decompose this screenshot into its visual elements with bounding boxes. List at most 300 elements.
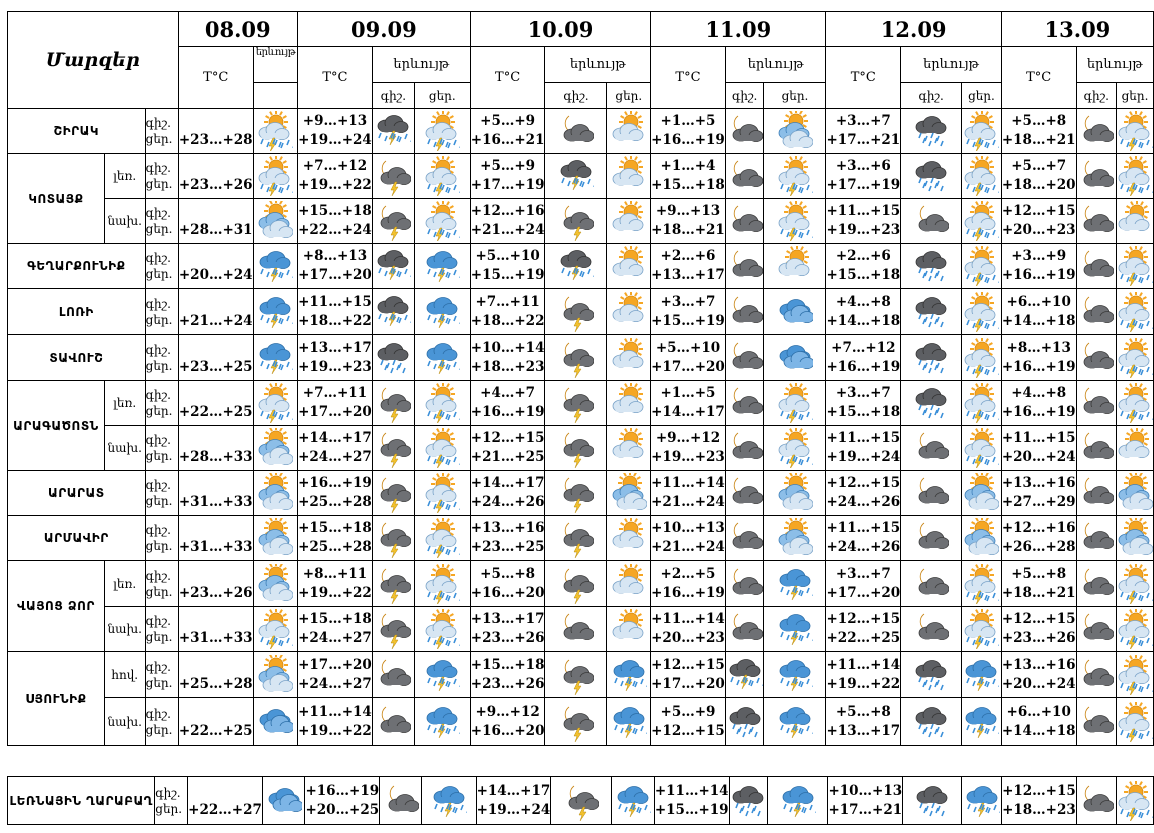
moon-cloud-icon (1076, 561, 1116, 607)
day-temp: +18…+20 (1001, 177, 1076, 193)
sun-cloud-icon (607, 381, 651, 426)
night-temp: +4…+8 (835, 293, 891, 310)
day-temp: +17…+19 (470, 177, 545, 193)
night-label: գիշ. (145, 116, 171, 130)
moon-cloud-thunder-icon (545, 289, 607, 335)
night-temp: +7…+12 (302, 158, 368, 174)
day-temp: +18…+22 (470, 312, 545, 329)
temp-cell (470, 426, 545, 471)
sun-cloud-thunder-icon (962, 289, 1002, 335)
night-temp: +14…+17 (298, 430, 372, 446)
temp-cell (178, 199, 253, 244)
sun-cloud-thunder-icon (414, 561, 470, 607)
temp-cell (1001, 154, 1076, 199)
day-label: ցեր. (145, 222, 173, 236)
day-temp: +18…+23 (1002, 801, 1076, 818)
temp-cell (1001, 516, 1076, 561)
temp-cell (178, 698, 253, 746)
night-temp: +8…+13 (302, 248, 368, 264)
temp-cell (826, 381, 901, 426)
moon-cloud-icon (545, 109, 607, 154)
night-label: գիշ. (145, 206, 171, 220)
temp-cell (470, 652, 545, 698)
sun-cloud-thunder-icon (962, 381, 1002, 426)
sun-cloud-thunder-icon (962, 154, 1002, 199)
night-temp: +9…+12 (655, 430, 721, 446)
temp-cell (1001, 652, 1076, 698)
day-temp: +19…+22 (298, 722, 372, 739)
region-name: ՇԻՐԱԿ (8, 109, 146, 154)
night-temp: +3…+9 (1011, 248, 1067, 264)
temp-cell (826, 607, 901, 652)
temp-cell (298, 516, 373, 561)
temp-cell (651, 381, 726, 426)
day-label: ցեր. (145, 404, 173, 418)
day-label: ցեր. (145, 449, 173, 463)
period-label (145, 471, 178, 516)
temp-range: +23…+26 (178, 177, 253, 193)
night-temp: +5…+8 (1011, 113, 1067, 129)
day-temp: +22…+24 (298, 222, 372, 238)
sun-cloud-thunder-icon (414, 109, 470, 154)
cloud-thunder-icon (962, 698, 1002, 746)
temp-cell (298, 154, 373, 199)
sun-cloud-thunder-icon (764, 154, 826, 199)
table-row (8, 607, 1154, 652)
night-label: գիշ. (145, 296, 171, 311)
period-label (145, 199, 178, 244)
page-title: Մարզեր (8, 12, 179, 109)
temp-cell (305, 777, 380, 825)
phenomenon-header: երևույթ (253, 47, 297, 83)
cloud-thunder-icon (414, 244, 470, 289)
temp-cell (651, 698, 726, 746)
day-temp: +16…+19 (470, 404, 545, 420)
moon-cloud-thunder-icon (551, 777, 611, 825)
cloud-dark-rain-icon (901, 289, 962, 335)
temp-cell (470, 244, 545, 289)
day-label: ցեր. (145, 267, 173, 281)
table-row (8, 244, 1154, 289)
period-label (145, 516, 178, 561)
sun-cloud-blue-icon (764, 471, 826, 516)
subregion-label: լեռ. (104, 561, 145, 607)
moon-cloud-icon (725, 289, 764, 335)
night-temp: +12…+15 (1002, 782, 1076, 799)
day-temp: +24…+27 (298, 630, 372, 646)
night-temp: +13…+16 (470, 520, 545, 536)
sun-cloud-thunder-icon (1117, 652, 1154, 698)
moon-cloud-icon (725, 426, 764, 471)
period-label (145, 607, 178, 652)
temp-cell (298, 199, 373, 244)
moon-cloud-icon (725, 199, 764, 244)
day-temp: +14…+17 (651, 404, 725, 420)
sun-cloud-icon (607, 335, 651, 381)
temp-cell (476, 777, 551, 825)
night-temp: +2…+6 (660, 248, 716, 264)
temp-cell (470, 289, 545, 335)
moon-cloud-icon (1076, 777, 1116, 825)
moon-cloud-thunder-icon (372, 607, 414, 652)
temp-cell (651, 652, 726, 698)
sun-cloud-thunder-icon (1117, 607, 1154, 652)
night-temp: +12…+16 (1001, 520, 1076, 536)
moon-cloud-icon (901, 199, 962, 244)
temp-cell (470, 154, 545, 199)
temp-cell (298, 471, 373, 516)
night-temp: +9…+13 (302, 113, 368, 129)
temp-range: +20…+24 (178, 267, 253, 283)
table-row (8, 471, 1154, 516)
night-temp: +10…+14 (470, 339, 545, 356)
moon-cloud-thunder-icon (372, 516, 414, 561)
sun-cloud-thunder-icon (1117, 154, 1154, 199)
night-temp: +1…+5 (660, 385, 716, 401)
sun-cloud-thunder-icon (414, 154, 470, 199)
sun-cloud-blue-icon (253, 426, 297, 471)
date-header: 13.09 (1001, 12, 1153, 47)
temp-range: +23…+25 (178, 358, 253, 375)
temp-cell (298, 109, 373, 154)
temp-header: T°C (178, 47, 253, 109)
cloud-blue-icon (263, 777, 305, 825)
sun-cloud-icon (607, 109, 651, 154)
day-temp: +15…+19 (654, 801, 729, 818)
region-name: ԱՐՄԱՎԻՐ (8, 516, 146, 561)
night-temp: +11…+15 (826, 430, 901, 446)
moon-cloud-icon (725, 335, 764, 381)
temp-cell (826, 698, 901, 746)
sun-cloud-icon (1117, 426, 1154, 471)
cloud-dark-thunder-icon (372, 109, 414, 154)
cloud-thunder-icon (962, 777, 1002, 825)
temp-range: +28…+33 (178, 449, 253, 465)
sun-cloud-icon (607, 561, 651, 607)
cloud-thunder-icon (768, 777, 828, 825)
temp-cell (298, 698, 373, 746)
sun-cloud-icon (607, 244, 651, 289)
day-temp: +13…+17 (651, 267, 725, 283)
night-temp: +5…+10 (475, 248, 540, 264)
cloud-dark-thunder-icon (725, 652, 764, 698)
subregion-label: լեռ. (104, 381, 145, 426)
night-temp: +11…+14 (826, 656, 901, 673)
temp-cell (1001, 381, 1076, 426)
sun-cloud-blue-icon (1117, 471, 1154, 516)
day-temp: +23…+26 (1001, 630, 1076, 646)
temp-cell (298, 561, 373, 607)
cloud-thunder-icon (962, 652, 1002, 698)
temp-cell (826, 652, 901, 698)
day-temp: +19…+23 (651, 449, 725, 465)
moon-cloud-icon (901, 561, 962, 607)
region-name: ԼԵՌՆԱՅԻՆ ՂԱՐԱԲԱՂ (8, 777, 155, 825)
sun-cloud-thunder-icon (1117, 561, 1154, 607)
sun-cloud-thunder-icon (414, 199, 470, 244)
moon-cloud-thunder-icon (545, 471, 607, 516)
moon-cloud-thunder-icon (372, 561, 414, 607)
temp-cell (651, 561, 726, 607)
sun-cloud-thunder-icon (253, 607, 297, 652)
moon-cloud-icon (725, 244, 764, 289)
sun-cloud-icon (607, 426, 651, 471)
cloud-thunder-icon (764, 698, 826, 746)
subregion-label: լեռ. (104, 154, 145, 199)
region-name: ԱՐԱԳԱԾՈՏՆ (8, 381, 105, 471)
table-row (8, 289, 1154, 335)
cloud-dark-rain-icon (729, 777, 768, 825)
night-temp: +12…+15 (1001, 203, 1076, 219)
night-temp: +11…+15 (826, 520, 901, 536)
cloud-blue-icon (764, 335, 826, 381)
moon-cloud-icon (1076, 426, 1116, 471)
moon-cloud-thunder-icon (545, 426, 607, 471)
night-temp: +13…+17 (298, 339, 372, 356)
table-row (8, 381, 1154, 426)
temp-cell (298, 652, 373, 698)
moon-cloud-icon (725, 561, 764, 607)
cloud-thunder-icon (253, 244, 297, 289)
temp-cell (470, 109, 545, 154)
sun-cloud-thunder-icon (962, 561, 1002, 607)
temp-range: +31…+33 (178, 630, 253, 646)
moon-cloud-thunder-icon (372, 154, 414, 199)
temp-cell (651, 335, 726, 381)
day-label: ցեր. (145, 312, 173, 327)
temp-cell (651, 154, 726, 199)
period-label (145, 335, 178, 381)
day-temp: +25…+28 (298, 494, 372, 510)
temp-cell (1001, 244, 1076, 289)
subregion-label: հով. (104, 652, 145, 698)
table-row (8, 516, 1154, 561)
region-name: ՍՅՈՒՆԻՔ (8, 652, 105, 746)
temp-cell (470, 199, 545, 244)
night-temp: +3…+7 (835, 385, 891, 401)
date-header: 09.09 (298, 12, 471, 47)
phenomenon-header: երևույթ (1076, 47, 1153, 83)
moon-cloud-icon (901, 516, 962, 561)
sun-cloud-blue-icon (253, 516, 297, 561)
day-temp: +24…+26 (826, 494, 901, 510)
temp-cell (470, 381, 545, 426)
cloud-dark-rain-icon (901, 698, 962, 746)
night-subheader: գիշ. (545, 83, 607, 109)
cloud-dark-rain-icon (903, 777, 962, 825)
temp-cell (470, 471, 545, 516)
night-label: գիշ. (145, 523, 171, 537)
moon-cloud-thunder-icon (372, 426, 414, 471)
night-label: գիշ. (145, 433, 171, 447)
temp-cell (298, 289, 373, 335)
region-name: ԳԵՂԱՐՔՈՒՆԻՔ (8, 244, 146, 289)
sun-cloud-blue-icon (253, 471, 297, 516)
moon-cloud-icon (1076, 335, 1116, 381)
temp-cell (826, 426, 901, 471)
cloud-thunder-icon (421, 777, 476, 825)
table-row (8, 154, 1154, 199)
temp-cell (826, 154, 901, 199)
sun-cloud-thunder-icon (962, 426, 1002, 471)
day-temp: +20…+25 (305, 801, 380, 818)
temp-cell (298, 381, 373, 426)
region-name: ՎԱՅՈՑ ՁՈՐ (8, 561, 105, 652)
cloud-thunder-icon (764, 561, 826, 607)
day-temp: +19…+24 (826, 449, 901, 465)
temp-header: T°C (1001, 47, 1076, 109)
night-temp: +13…+16 (1001, 656, 1076, 673)
day-temp: +19…+23 (826, 222, 901, 238)
night-temp: +13…+16 (1001, 475, 1076, 491)
night-temp: +11…+14 (654, 782, 729, 799)
night-temp: +6…+10 (1006, 293, 1071, 310)
cloud-dark-rain-icon (901, 244, 962, 289)
date-header: 11.09 (651, 12, 826, 47)
sun-cloud-thunder-icon (414, 607, 470, 652)
temp-cell (178, 109, 253, 154)
temp-cell (826, 244, 901, 289)
temp-range: +28…+31 (178, 222, 253, 238)
temp-cell (1001, 199, 1076, 244)
temp-range: +25…+28 (178, 675, 253, 692)
moon-cloud-icon (545, 607, 607, 652)
night-temp: +11…+15 (298, 293, 372, 310)
night-label: գիշ. (145, 706, 171, 721)
night-subheader: գիշ. (372, 83, 414, 109)
night-temp: +16…+19 (305, 782, 380, 799)
day-temp: +18…+21 (1001, 132, 1076, 148)
day-temp: +24…+27 (298, 449, 372, 465)
day-temp: +18…+21 (651, 222, 725, 238)
temp-cell (178, 335, 253, 381)
sun-cloud-thunder-icon (1117, 109, 1154, 154)
day-temp: +19…+23 (298, 358, 372, 375)
sun-cloud-thunder-icon (1117, 777, 1154, 825)
temp-cell (470, 516, 545, 561)
temp-cell (178, 426, 253, 471)
day-label: ցեր. (145, 584, 173, 599)
day-temp: +19…+24 (476, 801, 551, 818)
night-temp: +5…+9 (480, 158, 536, 174)
night-temp: +15…+18 (298, 520, 372, 536)
moon-cloud-icon (1076, 652, 1116, 698)
day-temp: +24…+26 (470, 494, 545, 510)
day-temp: +18…+23 (470, 358, 545, 375)
night-temp: +12…+15 (651, 656, 725, 673)
moon-cloud-thunder-icon (545, 516, 607, 561)
cloud-blue-icon (253, 698, 297, 746)
period-label (145, 381, 178, 426)
cloud-blue-icon (764, 289, 826, 335)
moon-cloud-icon (1076, 607, 1116, 652)
cloud-dark-rain-icon (901, 652, 962, 698)
night-temp: +11…+15 (1001, 430, 1076, 446)
temp-range: +31…+33 (178, 494, 253, 510)
moon-cloud-icon (1076, 698, 1116, 746)
day-temp: +17…+20 (298, 404, 372, 420)
sun-cloud-thunder-icon (962, 335, 1002, 381)
day-temp: +19…+22 (298, 177, 372, 193)
table-row (8, 199, 1154, 244)
day-subheader: ցեր. (607, 83, 651, 109)
temp-cell (651, 244, 726, 289)
temp-range: +22…+25 (178, 722, 253, 739)
day-temp: +17…+20 (826, 584, 901, 601)
night-temp: +1…+4 (660, 158, 716, 174)
night-temp: +14…+17 (470, 475, 545, 491)
moon-cloud-icon (901, 426, 962, 471)
moon-cloud-icon (380, 777, 422, 825)
sun-cloud-thunder-icon (764, 381, 826, 426)
region-name: ԼՈՌԻ (8, 289, 146, 335)
temp-cell (1001, 426, 1076, 471)
night-label: գիշ. (145, 342, 171, 357)
sun-cloud-thunder-icon (1117, 335, 1154, 381)
temp-cell (654, 777, 729, 825)
night-label: գիշ. (145, 614, 171, 628)
sun-cloud-icon (607, 199, 651, 244)
temp-cell (651, 109, 726, 154)
day-temp: +24…+26 (826, 539, 901, 555)
table-row (8, 561, 1154, 607)
subregion-label: նախ. (104, 199, 145, 244)
day-temp: +16…+19 (651, 584, 725, 601)
temp-cell (651, 426, 726, 471)
night-temp: +3…+7 (835, 113, 891, 129)
day-temp: +14…+18 (826, 312, 901, 329)
period-label (145, 109, 178, 154)
day-temp: +16…+20 (470, 722, 545, 739)
night-temp: +6…+10 (1006, 703, 1071, 720)
temp-cell (298, 426, 373, 471)
day-temp: +23…+26 (470, 675, 545, 692)
sun-cloud-thunder-icon (253, 109, 297, 154)
temp-cell (828, 777, 903, 825)
temp-cell (178, 289, 253, 335)
day-temp: +18…+21 (1001, 584, 1076, 601)
day-temp: +17…+19 (826, 177, 901, 193)
day-temp: +24…+27 (298, 675, 372, 692)
cloud-dark-thunder-icon (545, 244, 607, 289)
temp-cell (1001, 289, 1076, 335)
subregion-label: նախ. (104, 698, 145, 746)
day-temp: +16…+19 (1001, 358, 1076, 375)
night-label: գիշ. (145, 251, 171, 265)
sun-cloud-thunder-icon (1117, 289, 1154, 335)
night-temp: +12…+15 (826, 611, 901, 627)
sun-cloud-blue-icon (1117, 516, 1154, 561)
temp-cell (1001, 471, 1076, 516)
temp-cell (298, 335, 373, 381)
night-temp: +13…+17 (470, 611, 545, 627)
forecast-table (7, 11, 1154, 746)
sun-cloud-thunder-icon (1117, 381, 1154, 426)
day-label: ցեր. (145, 132, 173, 146)
cloud-thunder-icon (764, 652, 826, 698)
sun-cloud-icon (764, 244, 826, 289)
cloud-thunder-icon (611, 777, 654, 825)
sun-cloud-thunder-icon (414, 471, 470, 516)
temp-cell (1001, 109, 1076, 154)
night-temp: +5…+8 (1011, 565, 1067, 582)
temp-range: +23…+28 (178, 132, 253, 148)
temp-cell (178, 607, 253, 652)
moon-cloud-thunder-icon (545, 652, 607, 698)
temp-header: T°C (298, 47, 373, 109)
night-temp: +5…+7 (1011, 158, 1067, 174)
moon-cloud-thunder-icon (372, 381, 414, 426)
